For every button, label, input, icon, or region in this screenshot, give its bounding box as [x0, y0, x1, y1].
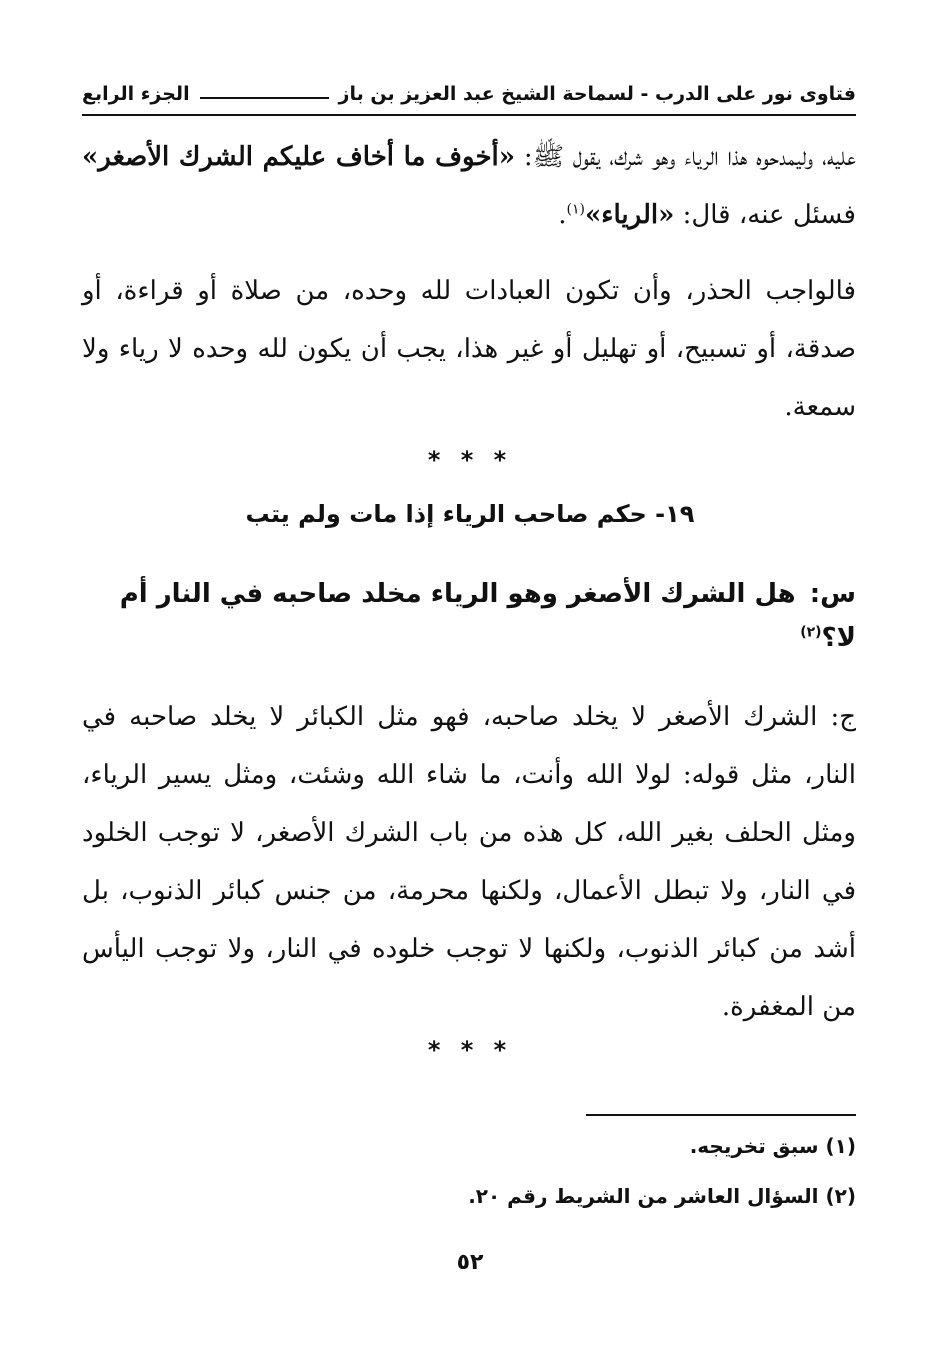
paragraph-1 — [82, 128, 856, 244]
footnotes — [82, 1124, 856, 1224]
header-book-title: فتاوى نور على الدرب - لسماحة الشيخ عبد العزيز بن باز — [338, 83, 856, 105]
hadith-answer-quote: «الرياء» — [584, 200, 675, 230]
footnote-divider — [586, 1114, 856, 1116]
footnote-1-number: (١) — [825, 1134, 856, 1158]
header-separator-line — [200, 97, 329, 99]
section-separator-2: * * * — [427, 1036, 513, 1064]
paragraph-1-text-a: عليه، وليمدحوه هذا الرياء وهو شرك، يقول ﷺ: — [515, 142, 856, 172]
footnote-1-text: سبق تخريجه. — [689, 1134, 819, 1158]
answer-label: ج: — [830, 702, 856, 732]
question-label: س: — [809, 579, 856, 609]
footnote-1 — [82, 1124, 856, 1168]
answer-text: الشرك الأصغر لا يخلد صاحبه، فهو مثل الكبائر لا يخلد صاحبه في النار، مثل قوله: لولا الله وأنت، ما شاء الله وشئت، ومثل يسير الرياء، ومثل الحلف بغير الله، كل هذه من باب الشرك الأصغر، لا توجب الخلود في النار، ولا تبطل الأعمال، ولكنها محرمة، من جنس كبائر الذنوب، بل أشد من كبائر الذنوب، ولكنها لا توجب خلوده في النار، ولا توجب اليأس من المغفرة. — [82, 702, 856, 1022]
header-volume-title: الجزء الرابع — [82, 83, 190, 105]
paragraph-2: فالواجب الحذر، وأن تكون العبادات لله وحده، من صلاة أو قراءة، أو صدقة، أو تسبيح، أو تهليل أو غير هذا، يجب أن يكون لله وحده لا رياء ولا سمعة. — [82, 276, 856, 422]
footnote-2-number: (٢) — [825, 1184, 856, 1208]
section-title: ١٩- حكم صاحب الرياء إذا مات ولم يتب — [245, 500, 695, 528]
answer-block — [82, 688, 856, 1036]
footnote-ref-2: (٢) — [800, 624, 822, 641]
page-number: ٥٢ — [456, 1250, 484, 1275]
hadith-quote: «أخوف ما أخاف عليكم الشرك الأصغر» — [82, 142, 515, 172]
footnote-2 — [82, 1174, 856, 1218]
question-block — [100, 572, 856, 660]
section-separator-1: * * * — [427, 446, 513, 474]
question-text: هل الشرك الأصغر وهو الرياء مخلد صاحبه في النار أم لا؟ — [119, 579, 856, 653]
paragraph-1-text-b: فسئل عنه، قال: — [674, 200, 856, 230]
paragraph-1-end: . — [558, 200, 567, 230]
footnote-2-text: السؤال العاشر من الشريط رقم ٢٠. — [468, 1184, 819, 1208]
footnote-ref-1: (١) — [566, 201, 585, 218]
page-header — [82, 74, 856, 116]
